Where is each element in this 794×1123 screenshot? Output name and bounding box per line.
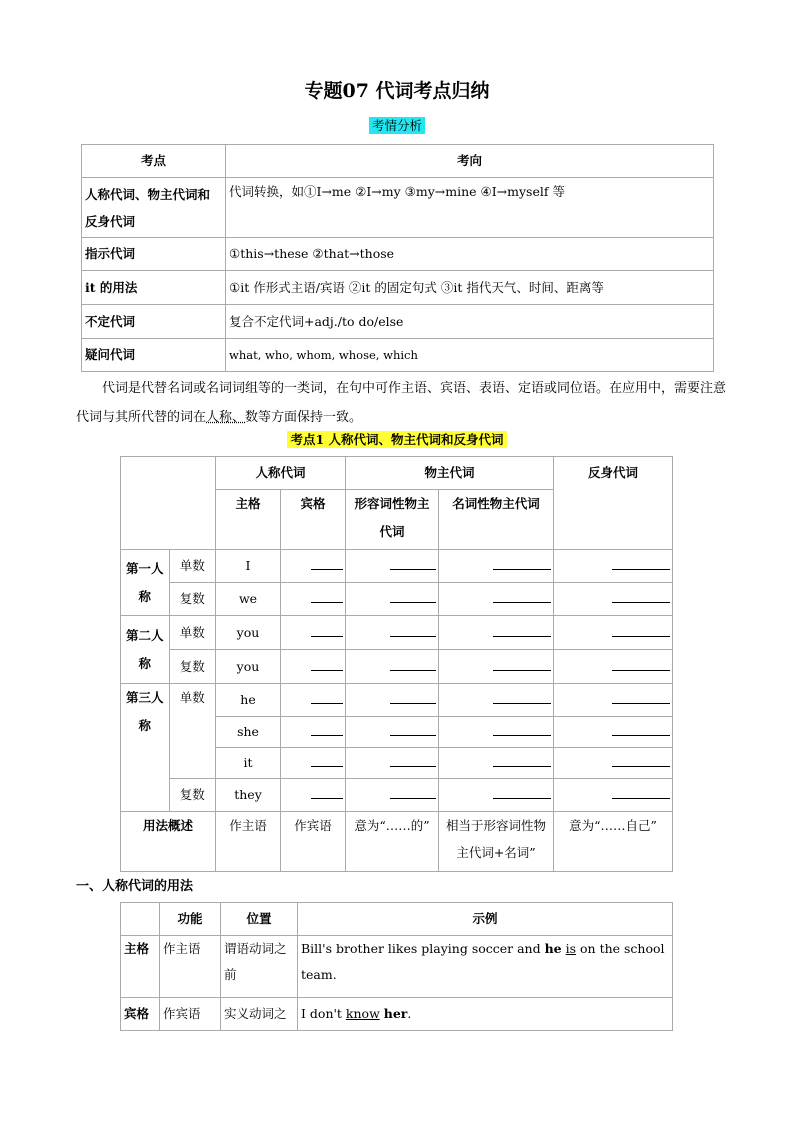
point-cell: 疑问代词 (82, 339, 226, 372)
direction-cell: ①this→these ②that→those (226, 238, 714, 271)
blank-adj-possessive[interactable] (346, 550, 439, 583)
blank-reflexive[interactable] (554, 748, 673, 779)
blank-noun-possessive[interactable] (439, 779, 554, 812)
usage-cell: 意为“……的” (346, 812, 439, 872)
header-direction: 考向 (226, 145, 714, 178)
point-cell: 不定代词 (82, 305, 226, 339)
subject-pronoun: you (216, 650, 281, 684)
page-title: 专题07 代词考点归纳 (304, 80, 490, 102)
section-title: 一、人称代词的用法 (76, 879, 194, 894)
blank-object[interactable] (281, 717, 346, 748)
function-cell: 作宾语 (160, 998, 221, 1031)
intro-paragraph: 代词是代替名词或名词词组等的一类词，在句中可作主语、宾语、表语、定语或同位语。在应用中，需要注意代词与其所代替的词在人称、数等方面保持一致。 (76, 381, 727, 425)
subject-pronoun: I (216, 550, 281, 583)
analysis-label: 考情分析 (0, 116, 794, 134)
blank-adj-possessive[interactable] (346, 650, 439, 684)
blank-noun-possessive[interactable] (439, 717, 554, 748)
blank-adj-possessive[interactable] (346, 616, 439, 650)
usage-cell: 作主语 (216, 812, 281, 872)
function-cell: 作主语 (160, 936, 221, 998)
direction-cell: 代词转换，如①I→me ②I→my ③my→mine ④I→myself 等 (226, 178, 714, 238)
point-cell: 指示代词 (82, 238, 226, 271)
subject-pronoun: they (216, 779, 281, 812)
blank-noun-possessive[interactable] (439, 650, 554, 684)
blank-object[interactable] (281, 616, 346, 650)
blank-noun-possessive[interactable] (439, 583, 554, 616)
blank-object[interactable] (281, 684, 346, 717)
blank-adj-possessive[interactable] (346, 717, 439, 748)
sub-header: 主格 (216, 490, 281, 550)
blank-reflexive[interactable] (554, 550, 673, 583)
usage-label: 用法概述 (121, 812, 216, 872)
blank-noun-possessive[interactable] (439, 550, 554, 583)
usage-table (120, 902, 673, 1031)
number-cell: 单数 (169, 616, 215, 650)
analysis-table (81, 144, 714, 372)
person-cell: 第三人称 (121, 684, 170, 812)
group-header: 人称代词 (216, 457, 346, 490)
number-cell: 单数 (169, 684, 215, 779)
subject-pronoun: he (216, 684, 281, 717)
blank-object[interactable] (281, 748, 346, 779)
blank-adj-possessive[interactable] (346, 748, 439, 779)
blank-object[interactable] (281, 550, 346, 583)
usage-cell: 作宾语 (281, 812, 346, 872)
person-cell: 第一人称 (121, 550, 170, 616)
direction-cell: 复合不定代词+adj./to do/else (226, 305, 714, 339)
blank-reflexive[interactable] (554, 650, 673, 684)
pronoun-table (120, 456, 673, 872)
group-header: 物主代词 (346, 457, 554, 490)
number-cell: 复数 (169, 583, 215, 616)
blank-noun-possessive[interactable] (439, 748, 554, 779)
blank-reflexive[interactable] (554, 616, 673, 650)
blank-noun-possessive[interactable] (439, 684, 554, 717)
blank-reflexive[interactable] (554, 779, 673, 812)
blank-adj-possessive[interactable] (346, 779, 439, 812)
usage-cell: 意为“……自己” (554, 812, 673, 872)
case-cell: 主格 (121, 936, 160, 998)
blank-adj-possessive[interactable] (346, 684, 439, 717)
blank-object[interactable] (281, 779, 346, 812)
number-cell: 复数 (169, 779, 215, 812)
header-example: 示例 (298, 903, 673, 936)
blank-object[interactable] (281, 650, 346, 684)
subject-pronoun: you (216, 616, 281, 650)
person-cell: 第二人称 (121, 616, 170, 684)
usage-cell: 相当于形容词性物主代词+名词” (439, 812, 554, 872)
example-cell: I don't know her. (298, 998, 673, 1031)
direction-cell: ①it 作形式主语/宾语 ②it 的固定句式 ③it 指代天气、时间、距离等 (226, 271, 714, 305)
sub-header: 名词性物主代词 (439, 490, 554, 550)
sub-header: 宾格 (281, 490, 346, 550)
point1-label: 考点1 人称代词、物主代词和反身代词 (0, 430, 794, 448)
subject-pronoun: she (216, 717, 281, 748)
sub-header: 形容词性物主代词 (346, 490, 439, 550)
number-cell: 单数 (169, 550, 215, 583)
header-position: 位置 (221, 903, 298, 936)
blank-noun-possessive[interactable] (439, 616, 554, 650)
position-cell: 谓语动词之前 (221, 936, 298, 998)
subject-pronoun: we (216, 583, 281, 616)
subject-pronoun: it (216, 748, 281, 779)
blank-reflexive[interactable] (554, 583, 673, 616)
blank-adj-possessive[interactable] (346, 583, 439, 616)
example-cell: Bill's brother likes playing soccer and he is on the school team. (298, 936, 673, 998)
point-cell: it 的用法 (82, 271, 226, 305)
direction-cell: what, who, whom, whose, which (226, 339, 714, 372)
case-cell: 宾格 (121, 998, 160, 1031)
header-point: 考点 (82, 145, 226, 178)
number-cell: 复数 (169, 650, 215, 684)
blank-object[interactable] (281, 583, 346, 616)
header-function: 功能 (160, 903, 221, 936)
corner-cell (121, 903, 160, 936)
corner-cell (121, 457, 216, 550)
position-cell: 实义动词之 (221, 998, 298, 1031)
point-cell: 人称代词、物主代词和反身代词 (82, 178, 226, 238)
blank-reflexive[interactable] (554, 684, 673, 717)
group-header: 反身代词 (554, 457, 673, 550)
blank-reflexive[interactable] (554, 717, 673, 748)
